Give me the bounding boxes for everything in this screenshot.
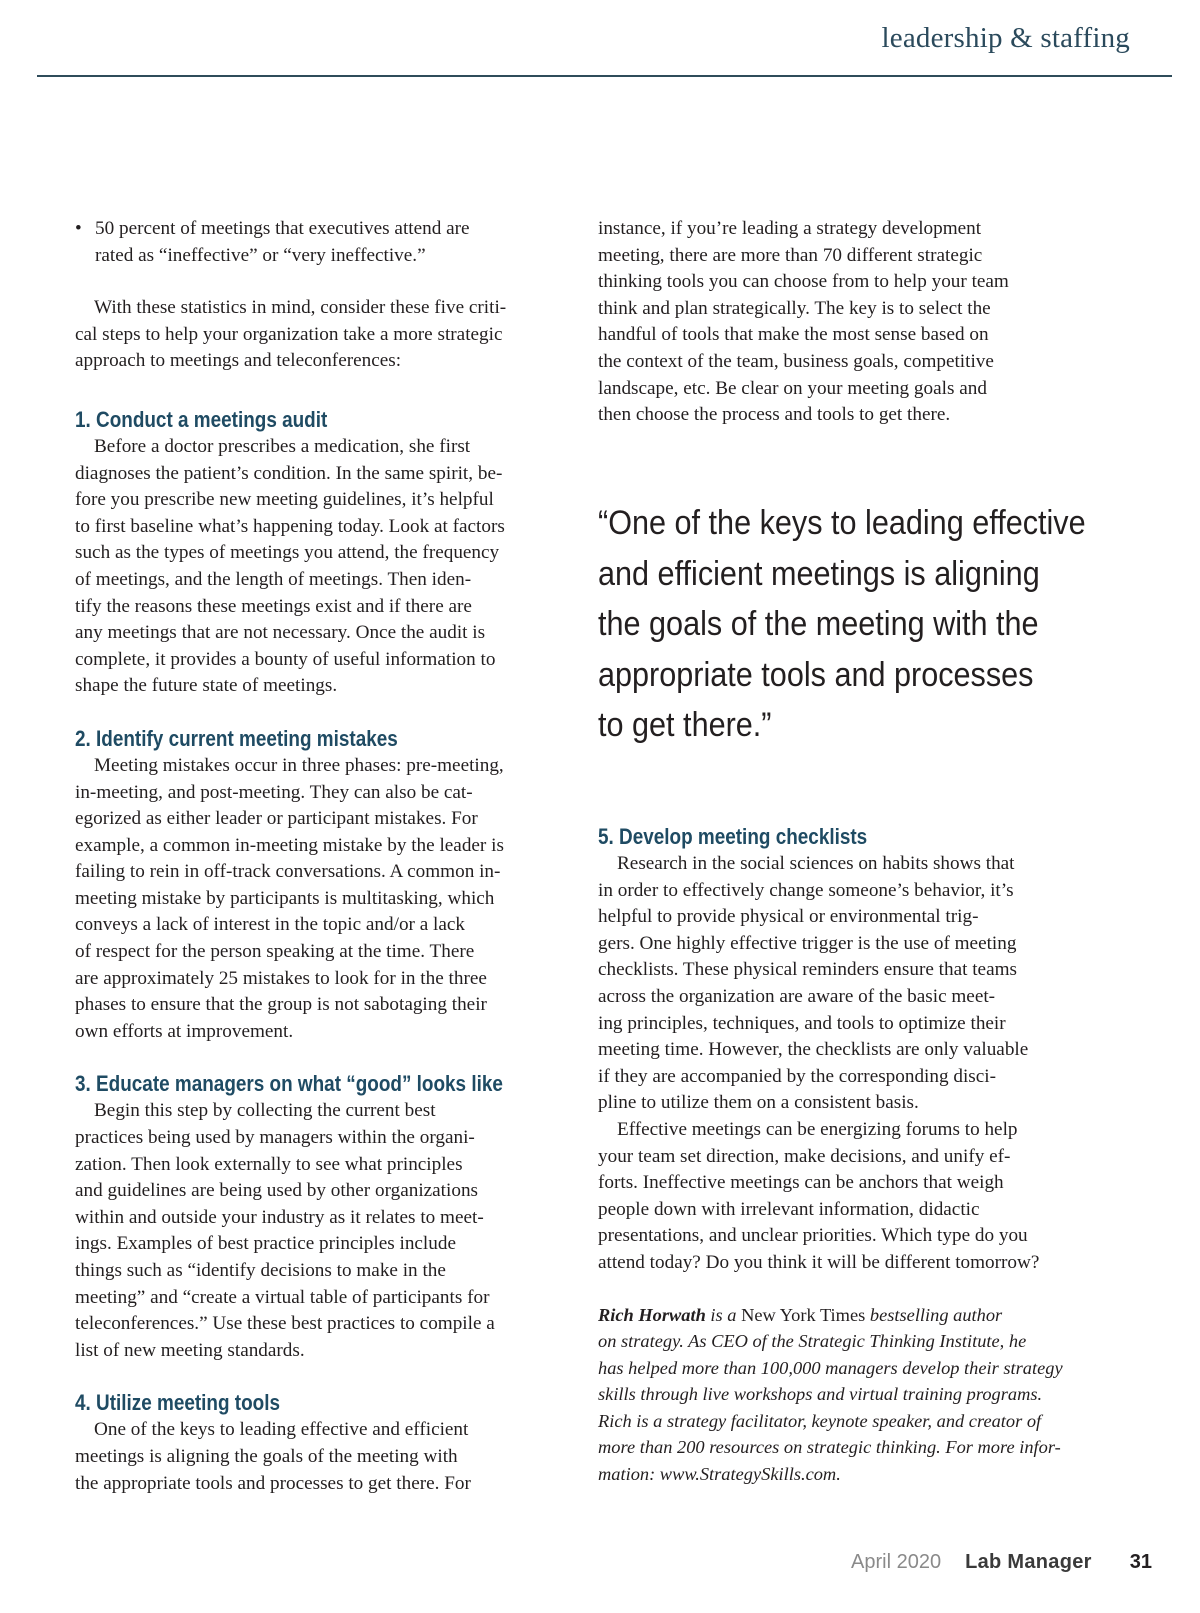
line: ing principles, techniques, and tools to optimize their bbox=[598, 1012, 1006, 1034]
step-4-body bbox=[75, 1417, 575, 1497]
author-name: Rich Horwath bbox=[598, 1304, 706, 1325]
line: checklists. These physical reminders ensure that teams bbox=[598, 959, 1017, 981]
page-number: 31 bbox=[1129, 1551, 1152, 1573]
pull-quote-line: and efficient meetings is aligning bbox=[598, 554, 1040, 593]
line: the appropriate tools and processes to get there. For bbox=[75, 1472, 471, 1494]
line: tify the reasons these meetings exist and if there are bbox=[75, 595, 472, 617]
line: presentations, and unclear priorities. Which type do you bbox=[598, 1225, 1028, 1247]
line: if they are accompanied by the corresponding disci- bbox=[598, 1065, 996, 1087]
line: attend today? Do you think it will be different tomorrow? bbox=[598, 1251, 1040, 1273]
step-5-body bbox=[598, 851, 1098, 1117]
line: are approximately 25 mistakes to look for in the three bbox=[75, 967, 487, 989]
bio-line: has helped more than 100,000 managers develop their strategy bbox=[598, 1357, 1063, 1378]
closing-paragraph bbox=[598, 1117, 1098, 1277]
bullet-mark: • bbox=[75, 218, 82, 239]
line: With these statistics in mind, consider these five criti- bbox=[94, 297, 507, 319]
line: any meetings that are not necessary. Once the audit is bbox=[75, 622, 486, 644]
issue-date: April 2020 bbox=[851, 1551, 942, 1573]
step-3-heading: 3. Educate managers on what “good” looks like bbox=[75, 1071, 503, 1097]
line: people down with irrelevant information, didactic bbox=[598, 1198, 980, 1220]
line: zation. Then look externally to see what principles bbox=[75, 1153, 463, 1175]
line: instance, if you’re leading a strategy development bbox=[598, 218, 982, 239]
line: your team set direction, make decisions, and unify ef- bbox=[598, 1145, 1011, 1167]
left-column bbox=[75, 216, 575, 1497]
pull-quote-line: to get there.” bbox=[598, 706, 772, 744]
right-column-top bbox=[598, 216, 1098, 429]
line: Begin this step by collecting the current best bbox=[94, 1100, 436, 1122]
line: of meetings, and the length of meetings. Then iden- bbox=[75, 568, 472, 590]
line: things such as “identify decisions to make in the bbox=[75, 1260, 446, 1281]
line: think and plan strategically. The key is to select the bbox=[598, 297, 991, 319]
step-2-heading: 2. Identify current meeting mistakes bbox=[75, 725, 398, 751]
line: own efforts at improvement. bbox=[75, 1020, 294, 1042]
line: meeting mistake by participants is multitasking, which bbox=[75, 887, 495, 909]
bio-text: bestselling author bbox=[865, 1304, 1003, 1325]
step-5-heading: 5. Develop meeting checklists bbox=[598, 824, 868, 849]
line: 50 percent of meetings that executives attend are bbox=[95, 218, 470, 239]
line: One of the keys to leading effective and efficient bbox=[94, 1419, 469, 1441]
header-rule bbox=[37, 75, 1172, 77]
line: meeting, there are more than 70 different strategic bbox=[598, 244, 983, 266]
line: conveys a lack of interest in the topic and/or a lack bbox=[75, 914, 465, 936]
line: shape the future state of meetings. bbox=[75, 675, 338, 697]
bio-line: Rich is a strategy facilitator, keynote speaker, and creator of bbox=[598, 1410, 1042, 1431]
line: and guidelines are being used by other organizations bbox=[75, 1180, 479, 1202]
line: in order to effectively change someone’s behavior, it’s bbox=[598, 879, 1014, 901]
section-label: leadership & staffing bbox=[881, 22, 1130, 54]
line: cal steps to help your organization take a more strategic bbox=[75, 323, 503, 345]
line: Effective meetings can be energizing forums to help bbox=[617, 1118, 1018, 1140]
line: then choose the process and tools to get there. bbox=[598, 404, 951, 426]
line: egorized as either leader or participant mistakes. For bbox=[75, 808, 478, 830]
line: such as the types of meetings you attend, the frequency bbox=[75, 542, 500, 564]
line: list of new meeting standards. bbox=[75, 1339, 305, 1361]
pull-quote-line: “One of the keys to leading effective bbox=[598, 504, 1086, 542]
line: example, a common in-meeting mistake by the leader is bbox=[75, 834, 504, 856]
bio-line: skills through live workshops and virtual training programs. bbox=[598, 1384, 1043, 1405]
step-1-body bbox=[75, 434, 575, 700]
line: of respect for the person speaking at the time. There bbox=[75, 941, 475, 963]
line: across the organization are aware of the basic meet- bbox=[598, 985, 996, 1007]
intro-paragraph bbox=[75, 295, 575, 375]
line: to first baseline what’s happening today. Look at factors bbox=[75, 515, 505, 537]
bio-line: mation: www.StrategySkills.com. bbox=[598, 1464, 841, 1485]
step-2-body bbox=[75, 753, 575, 1046]
line: forts. Ineffective meetings can be anchors that weigh bbox=[598, 1172, 1004, 1194]
magazine-name: Lab Manager bbox=[965, 1551, 1092, 1573]
pull-quote-line: the goals of the meeting with the bbox=[598, 605, 1039, 643]
line: rated as “ineffective” or “very ineffective.” bbox=[95, 244, 426, 266]
line: handful of tools that make the most sense based on bbox=[598, 324, 989, 346]
bio-line bbox=[598, 1302, 1098, 1329]
author-bio bbox=[598, 1302, 1098, 1488]
line: complete, it provides a bounty of useful information to bbox=[75, 648, 496, 670]
line: meetings is aligning the goals of the meeting with bbox=[75, 1445, 458, 1467]
line: phases to ensure that the group is not sabotaging their bbox=[75, 994, 487, 1016]
step-1-heading: 1. Conduct a meetings audit bbox=[75, 406, 328, 432]
line: practices being used by managers within the organi- bbox=[75, 1127, 475, 1149]
line: thinking tools you can choose from to help your team bbox=[598, 271, 1009, 293]
line: meeting time. However, the checklists are only valuable bbox=[598, 1039, 1029, 1061]
line: the context of the team, business goals, competitive bbox=[598, 350, 994, 372]
step-4-heading: 4. Utilize meeting tools bbox=[75, 1390, 281, 1416]
line: Before a doctor prescribes a medication, she first bbox=[94, 435, 471, 457]
step-4-continuation bbox=[598, 216, 1098, 429]
publication-name: New York Times bbox=[741, 1304, 866, 1325]
line: gers. One highly effective trigger is the use of meeting bbox=[598, 932, 1017, 954]
line: Meeting mistakes occur in three phases: pre-meeting, bbox=[94, 754, 504, 776]
line: teleconferences.” Use these best practices to compile a bbox=[75, 1313, 495, 1335]
line: landscape, etc. Be clear on your meeting goals and bbox=[598, 377, 987, 399]
statistic-bullet bbox=[75, 216, 575, 269]
line: approach to meetings and teleconferences: bbox=[75, 350, 402, 372]
bio-text: is a bbox=[705, 1304, 742, 1325]
page-footer bbox=[851, 1549, 1152, 1575]
line: Research in the social sciences on habits shows that bbox=[617, 853, 1015, 874]
bio-line: more than 200 resources on strategic thinking. For more infor- bbox=[598, 1437, 1061, 1458]
pull-quote-line: appropriate tools and processes bbox=[598, 655, 1034, 694]
line: pline to utilize them on a consistent basis. bbox=[598, 1092, 919, 1114]
step-3-body bbox=[75, 1098, 575, 1364]
line: failing to rein in off-track conversations. A common in- bbox=[75, 861, 501, 883]
right-column-bottom bbox=[598, 822, 1098, 1488]
line: helpful to provide physical or environmental trig- bbox=[598, 906, 979, 928]
line: meeting” and “create a virtual table of participants for bbox=[75, 1286, 490, 1308]
line: in-meeting, and post-meeting. They can also be cat- bbox=[75, 781, 473, 803]
bio-line: on strategy. As CEO of the Strategic Thinking Institute, he bbox=[598, 1331, 1027, 1352]
pull-quote bbox=[598, 498, 1089, 751]
line: diagnoses the patient’s condition. In the same spirit, be- bbox=[75, 462, 503, 484]
line: fore you prescribe new meeting guidelines, it’s helpful bbox=[75, 489, 494, 511]
line: within and outside your industry as it relates to meet- bbox=[75, 1206, 484, 1228]
line: ings. Examples of best practice principles include bbox=[75, 1233, 456, 1255]
